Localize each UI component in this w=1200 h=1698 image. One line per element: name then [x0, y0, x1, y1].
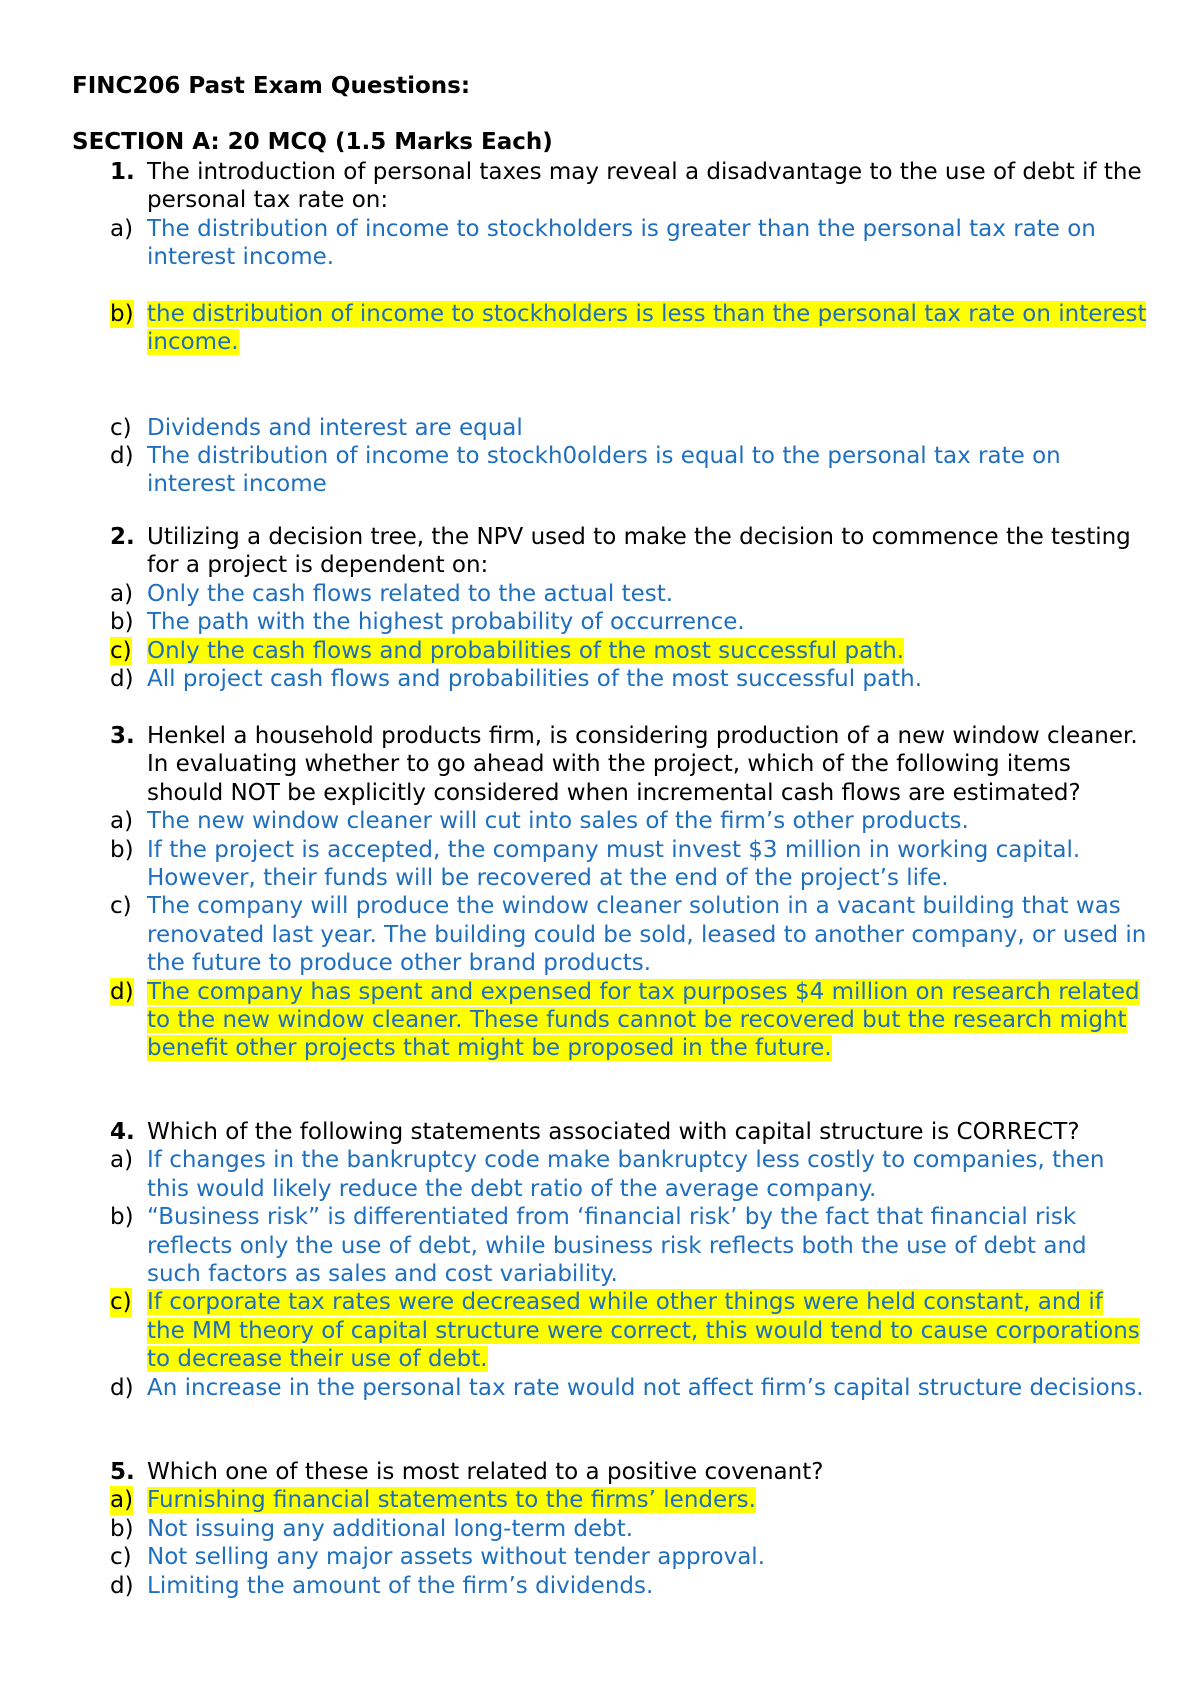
option-letter: c) [110, 414, 132, 441]
option-letter: d) [110, 1374, 134, 1401]
question-2 [0, 523, 1200, 693]
question-stem [0, 1118, 1200, 1146]
option-text: Not selling any major assets without tender approval. [147, 1544, 766, 1571]
option-text: Furnishing financial statements to the firms’ lenders. [147, 1487, 756, 1514]
option-letter: d) [110, 666, 134, 693]
option-text: If corporate tax rates were decreased while other things were held constant, and if the MM theory of capital structure were correct, this would tend to cause corporations to decrease their use of debt. [147, 1289, 1140, 1373]
answer-option-d [0, 442, 1200, 499]
document-title: FINC206 Past Exam Questions: [72, 73, 471, 99]
option-text: Limiting the amount of the firm’s dividends. [147, 1572, 654, 1599]
answer-option-c [0, 414, 1200, 442]
question-1 [0, 158, 1200, 499]
option-letter: b) [110, 609, 134, 636]
option-letter: a) [110, 1147, 134, 1174]
question-text: Utilizing a decision tree, the NPV used to make the decision to commence the testing for a project is dependent on: [147, 524, 1131, 579]
option-letter: b) [110, 836, 134, 863]
question-number: 4. [110, 1119, 135, 1145]
answer-option-d-highlighted [0, 978, 1200, 1063]
answer-option-d [0, 1572, 1200, 1600]
option-text: All project cash flows and probabilities of the most successful path. [147, 666, 923, 693]
answer-option-a-highlighted [0, 1486, 1200, 1514]
option-text: Not issuing any additional long-term debt. [147, 1515, 634, 1542]
option-text: An increase in the personal tax rate would not affect firm’s capital structure decisions. [147, 1374, 1144, 1401]
option-letter: a) [110, 580, 134, 607]
option-text: Only the cash flows related to the actual test. [147, 580, 674, 607]
question-text: The introduction of personal taxes may reveal a disadvantage to the use of debt if the personal tax rate on: [147, 159, 1142, 214]
answer-option-b [0, 1203, 1200, 1288]
question-3 [0, 722, 1200, 1063]
option-text: The company will produce the window cleaner solution in a vacant building that was renovated last year. The building could be sold, leased to another company, or used in the future to produce other brand products. [147, 893, 1147, 977]
answer-option-d [0, 1374, 1200, 1402]
option-letter: a) [110, 1487, 134, 1514]
answer-option-a [0, 580, 1200, 608]
option-letter: a) [110, 808, 134, 835]
question-text: Which of the following statements associated with capital structure is CORRECT? [147, 1119, 1080, 1145]
answer-option-a [0, 215, 1200, 272]
option-letter: c) [110, 1544, 132, 1571]
question-stem [0, 523, 1200, 580]
question-number: 2. [110, 524, 135, 550]
option-letter: b) [110, 1515, 134, 1542]
question-text: Which one of these is most related to a positive covenant? [147, 1459, 824, 1485]
option-text: “Business risk” is differentiated from ‘financial risk’ by the fact that financial risk reflects only the use of debt, while business risk reflects both the use of debt and such factors as sales and cost variability. [147, 1204, 1087, 1288]
question-text: Henkel a household products firm, is considering production of a new window cleaner. In evaluating whether to go ahead with the project, which of the following items should NOT be explicitly considered when incremental cash flows are estimated? [147, 723, 1138, 806]
answer-option-c-highlighted [0, 1288, 1200, 1373]
option-text: The distribution of income to stockh0olders is equal to the personal tax rate on interest income [147, 443, 1061, 498]
question-number: 3. [110, 723, 135, 749]
question-number: 5. [110, 1459, 135, 1485]
option-letter: a) [110, 215, 134, 242]
answer-option-d [0, 665, 1200, 693]
option-text: The new window cleaner will cut into sales of the firm’s other products. [147, 808, 969, 835]
option-text: The distribution of income to stockholders is greater than the personal tax rate on interest income. [147, 215, 1096, 271]
question-stem [0, 722, 1200, 807]
option-letter: b) [110, 1204, 134, 1231]
answer-option-a [0, 807, 1200, 835]
question-stem [0, 158, 1200, 215]
answer-option-b [0, 608, 1200, 636]
answer-option-a [0, 1146, 1200, 1203]
option-letter: d) [110, 443, 134, 470]
option-letter: d) [110, 1572, 134, 1599]
answer-option-b-highlighted [0, 300, 1200, 357]
option-letter: d) [110, 978, 134, 1005]
option-text: If changes in the bankruptcy code make bankruptcy less costly to companies, then this would likely reduce the debt ratio of the average company. [147, 1147, 1105, 1202]
question-number: 1. [110, 159, 135, 185]
answer-option-b [0, 1515, 1200, 1543]
option-text: Dividends and interest are equal [147, 414, 523, 441]
option-letter: c) [110, 637, 132, 664]
answer-option-c [0, 892, 1200, 977]
option-letter: c) [110, 1289, 132, 1316]
option-text: The company has spent and expensed for tax purposes $4 million on research related to the new window cleaner. These funds cannot be recovered but the research might benefit other projects that might be proposed in the future. [147, 978, 1140, 1062]
section-heading: SECTION A: 20 MCQ (1.5 Marks Each) [72, 129, 553, 155]
option-text: the distribution of income to stockholders is less than the personal tax rate on interest income. [147, 301, 1147, 356]
question-5 [0, 1458, 1200, 1600]
option-text: The path with the highest probability of occurrence. [147, 609, 745, 636]
answer-option-c [0, 1543, 1200, 1571]
option-letter: c) [110, 893, 132, 920]
question-stem [0, 1458, 1200, 1486]
answer-option-c-highlighted [0, 637, 1200, 665]
option-letter: b) [110, 301, 134, 328]
question-4 [0, 1118, 1200, 1402]
option-text: If the project is accepted, the company must invest $3 million in working capital. However, their funds will be recovered at the end of the project’s life. [147, 836, 1081, 892]
answer-option-b [0, 836, 1200, 893]
option-text: Only the cash flows and probabilities of the most successful path. [147, 637, 905, 664]
